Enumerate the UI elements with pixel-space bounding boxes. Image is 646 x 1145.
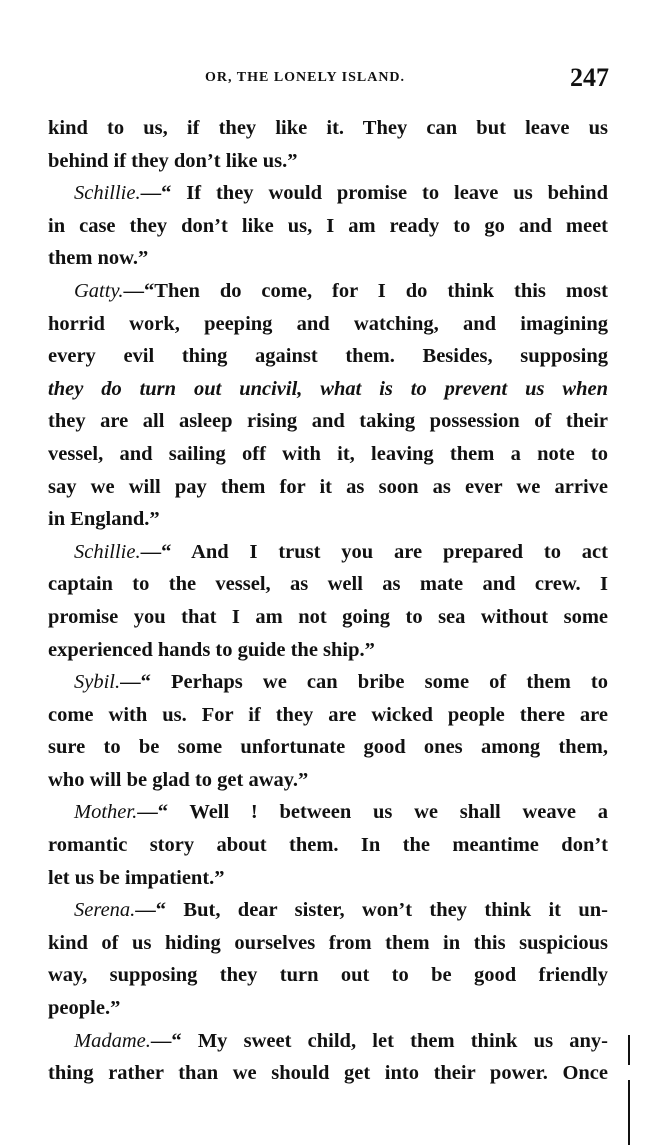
text-run: in England.” — [48, 508, 160, 531]
text-line — [48, 373, 608, 406]
running-head: OR, THE LONELY ISLAND. — [205, 70, 406, 85]
margin-rule — [628, 1035, 630, 1065]
text-line — [48, 1057, 608, 1090]
text-line — [48, 601, 608, 634]
page-number: 247 — [570, 63, 609, 92]
text-line — [48, 568, 608, 601]
text-run: thing rather than we should get into their power. Once — [48, 1062, 608, 1085]
speaker-name: Madame. — [74, 1029, 151, 1052]
text-line — [48, 634, 608, 667]
text-line — [48, 242, 608, 275]
text-run: sure to be some unfortunate good ones among them, — [48, 736, 608, 759]
text-line — [48, 927, 608, 960]
text-run: they are all asleep rising and taking possession of their — [48, 410, 608, 433]
speaker-name: Gatty. — [74, 279, 124, 302]
margin-rule — [628, 1080, 630, 1145]
text-line — [48, 992, 608, 1025]
speaker-name: Schillie. — [74, 540, 141, 563]
text-line — [48, 764, 608, 797]
speaker-name: Sybil. — [74, 671, 121, 694]
text-run: romantic story about them. In the meantime don’t — [48, 834, 608, 857]
text-run: say we will pay them for it as soon as ever we arrive — [48, 475, 608, 498]
speaker-name: Serena. — [74, 899, 136, 922]
text-run: experienced hands to guide the ship.” — [48, 638, 375, 661]
text-run: kind to us, if they like it. They can but leave us — [48, 117, 608, 139]
speaker-name: Mother. — [74, 801, 138, 824]
text-run: let us be impatient.” — [48, 866, 225, 889]
page-header — [0, 0, 646, 100]
text-run: —“ And I trust you are prepared to act — [140, 540, 608, 563]
text-line — [48, 145, 608, 178]
text-line — [48, 894, 608, 927]
text-line — [48, 503, 608, 536]
text-run: —“ Well ! between us we shall weave a — [137, 801, 608, 824]
text-line — [48, 340, 608, 373]
text-run: kind of us hiding ourselves from them in this suspicious — [48, 931, 608, 954]
text-run: —“ If they would promise to leave us behind — [140, 182, 608, 205]
text-run: vessel, and sailing off with it, leaving them a note to — [48, 442, 608, 465]
text-line — [48, 536, 608, 569]
text-line — [48, 666, 608, 699]
text-run: behind if they don’t like us.” — [48, 149, 298, 172]
text-run: —“ Perhaps we can bribe some of them to — [120, 671, 608, 694]
text-line — [48, 210, 608, 243]
text-line — [48, 862, 608, 895]
text-run: captain to the vessel, as well as mate and crew. I — [48, 573, 608, 596]
text-line — [48, 796, 608, 829]
text-line — [48, 699, 608, 732]
text-run: in case they don’t like us, I am ready to go and meet — [48, 214, 608, 237]
text-line — [48, 471, 608, 504]
text-run: —“ My sweet child, let them think us any- — [150, 1029, 608, 1052]
text-run: who will be glad to get away.” — [48, 768, 309, 791]
text-run: horrid work, peeping and watching, and imagining — [48, 312, 608, 335]
text-line — [48, 112, 608, 145]
text-line — [48, 177, 608, 210]
text-line — [48, 275, 608, 308]
text-line — [48, 438, 608, 471]
text-run: —“Then do come, for I do think this most — [123, 279, 608, 302]
text-run: them now.” — [48, 247, 149, 270]
text-line — [48, 959, 608, 992]
text-run: —“ But, dear sister, won’t they think it un- — [135, 899, 608, 922]
text-run: come with us. For if they are wicked people there are — [48, 703, 608, 726]
text-run: every evil thing against them. Besides, supposing — [48, 345, 608, 368]
text-run: they do turn out uncivil, what is to prevent us when — [48, 377, 608, 400]
text-line — [48, 405, 608, 438]
speaker-name: Schillie. — [74, 182, 141, 205]
text-line — [48, 308, 608, 341]
text-line — [48, 731, 608, 764]
text-line — [48, 1025, 608, 1058]
text-line — [48, 829, 608, 862]
text-run: promise you that I am not going to sea without some — [48, 605, 608, 628]
text-run: way, supposing they turn out to be good friendly — [48, 964, 608, 987]
text-run: people.” — [48, 997, 121, 1020]
body-text — [48, 112, 608, 1090]
